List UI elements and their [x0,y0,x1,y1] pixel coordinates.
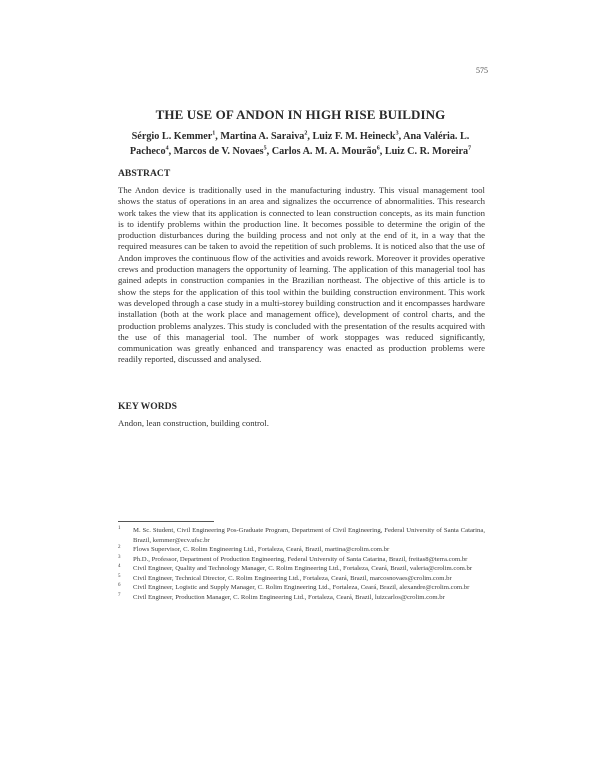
paper-title: THE USE OF ANDON IN HIGH RISE BUILDING [155,107,446,122]
abstract-heading: ABSTRACT [118,168,171,179]
author-separator: , [266,146,272,157]
footnote-number: 3 [118,554,121,560]
author-separator: , [168,146,174,157]
footnote-text: M. Sc. Student, Civil Engineering Pos-Graduate Program, Department of Civil Engineering, Federal University of Santa Catarina, Brazil, kemmer@ecv.ufsc.br [133,527,485,544]
footnote-number: 2 [118,545,121,550]
author-separator: , [215,131,221,142]
footnote-text: Civil Engineer, Quality and Technology Manager, C. Rolim Engineering Ltd., Fortaleza, Ceará, Brazil, valeria@crolim.com.br [133,565,473,572]
author-name: Carlos A. M. A. Mourão [271,146,377,157]
abstract-body: The Andon device is traditionally used in the manufacturing industry. This visual management tool shows the status of operations in an area and signalizes the occurrence of abnormalities. This research work takes the view that its application is connected to lean construction concepts, as its main function is to identify problems within the production line. It becomes possible to determine the origin of the production disturbances during the building process and not only at the end of it, in a way that the required measures can be taken to avoid the repetition of such problems. It is noticed also that the use of Andon improves the continuous flow of the activities and avoids rework. Moreover it provides operative crews and production managers the opportunity of learning. The application of this managerial tool has gained adepts in construction companies in the Brazilian northeast. The objective of this article is to show the steps for the application of this tool within the building construction environment. This work was developed through a case study in a multi-storey building construction and it encompasses hardware installation (both at the work place and management office), development of control charts, and the production problems analyzes. This study is concluded with the presentation of the results acquired with the use of this managerial tool. The number of work stoppages was reduced significantly, communication was greatly enhanced and transparency was enacted as production problems were readily reported, discussed and analysed. [118,185,485,365]
page-number: 575 [476,66,488,75]
author-affiliation-mark: 6 [376,145,380,152]
footnote-text: Civil Engineer, Logistic and Supply Manager, C. Rolim Engineering Ltd., Fortaleza, Ceará, Brazil, alexandre@crolim.com.br [133,584,470,591]
author-list [118,129,483,159]
author-name: Martina A. Saraiva [220,131,305,142]
author-name: Luiz C. R. Moreira [384,146,469,157]
footnote-number: 5 [118,573,121,579]
author-separator: , [398,131,404,142]
keywords-body: Andon, lean construction, building control. [118,418,269,428]
keywords-heading: KEY WORDS [118,401,177,412]
author-separator: , [307,131,313,142]
footnote [118,564,485,574]
footnote [118,555,485,565]
author-name: Sérgio L. Kemmer [131,131,213,142]
footnote [118,545,485,555]
footnote-list [118,526,485,602]
author-affiliation-mark: 3 [395,130,399,137]
author-affiliation-mark: 4 [165,145,169,152]
footnote-number: 7 [118,592,121,598]
footnote-number: 1 [118,526,121,531]
footnote [118,583,485,593]
footnote [118,593,485,603]
footnote-number: 4 [118,564,121,569]
author-separator: , [379,146,385,157]
footnote [118,526,485,545]
footnote-number: 6 [118,583,121,588]
footnote-text: Ph.D., Professor, Department of Production Engineering, Federal University of Santa Catarina, Brazil, freitas8@terra.com.br [133,555,468,563]
author-affiliation-mark: 2 [304,130,308,137]
footnote [118,574,485,584]
author-affiliation-mark: 1 [212,130,216,137]
author-name: Marcos de V. Novaes [173,146,264,157]
footnote-text: Civil Engineer, Production Manager, C. Rolim Engineering Ltd., Fortaleza, Ceará, Brazil, luizcarlos@crolim.com.br [133,593,445,601]
author-affiliation-mark: 5 [263,145,267,152]
footnote-rule [118,521,214,522]
author-name: Luiz F. M. Heineck [312,131,396,142]
footnote-text: Flows Supervisor, C. Rolim Engineering Ltd., Fortaleza, Ceará, Brazil, martina@crolim.com.br [133,546,390,553]
author-affiliation-mark: 7 [468,145,472,152]
author-name: Ana Valéria. L. Pacheco [129,131,470,157]
footnote-text: Civil Engineer, Technical Director, C. Rolim Engineering Ltd., Fortaleza, Ceará, Brazil, marcosnovaes@crolim.com.br [133,574,452,582]
